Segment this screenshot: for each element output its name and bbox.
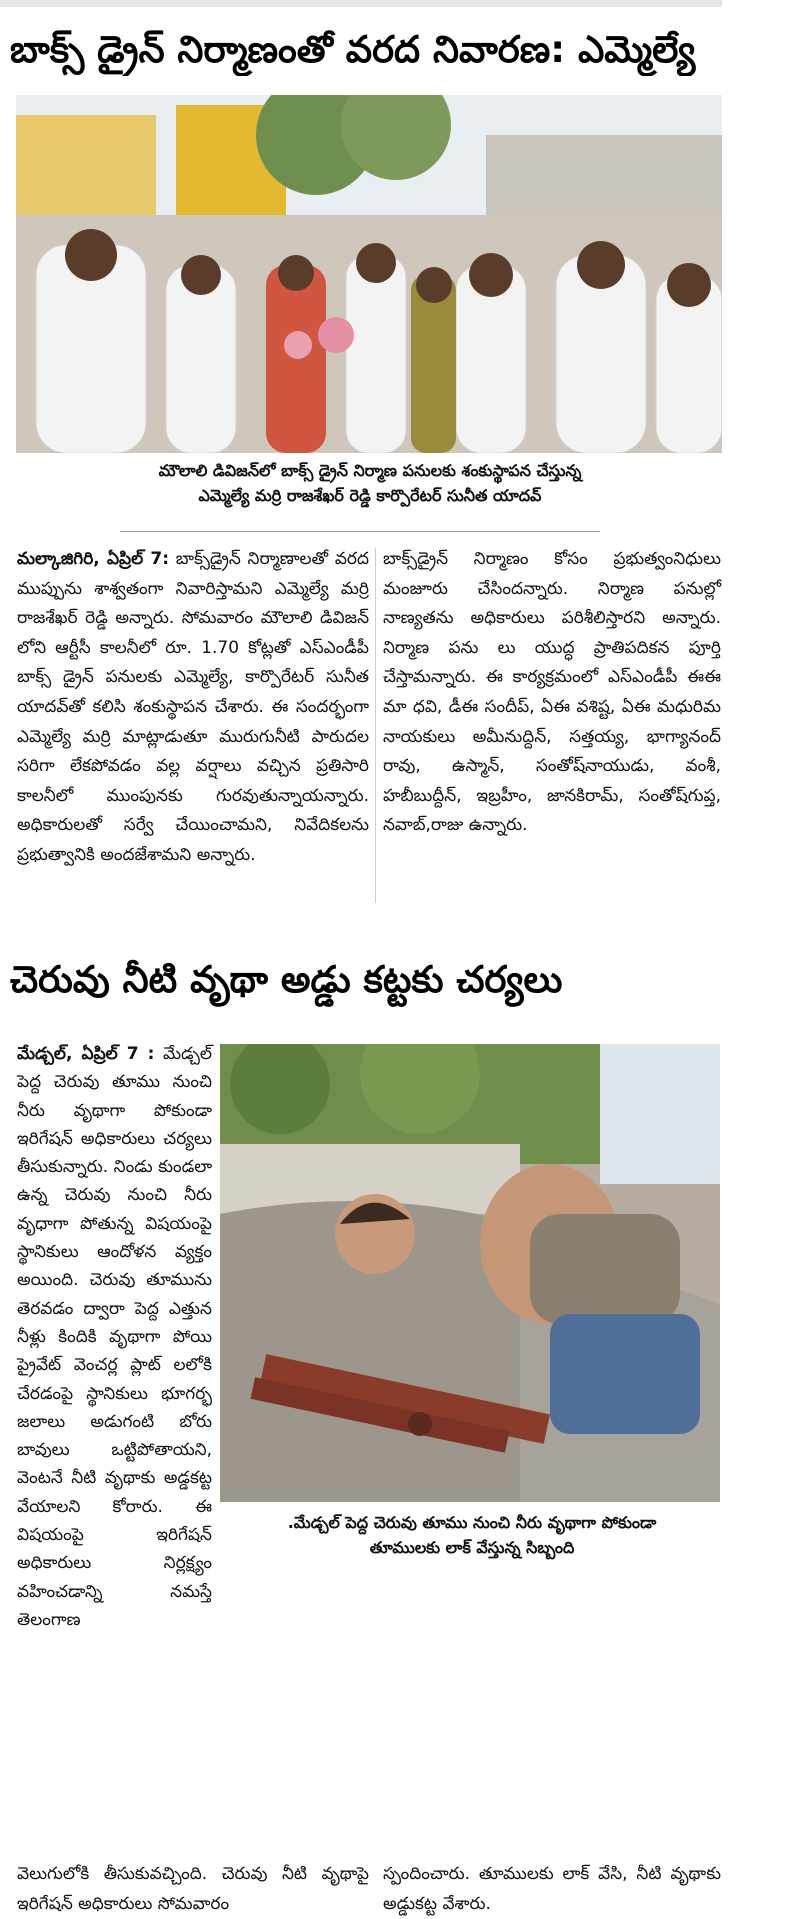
story1-caption-line2: ఎమ్మెల్యే మర్రి రాజశేఖర్ రెడ్డి కార్పొరేటర్ సునీత యాదవ్ — [198, 486, 542, 505]
story1-column-2 — [383, 545, 721, 841]
story1-dateline: మల్కాజిగిరి, ఏప్రిల్ 7: — [17, 549, 170, 569]
story2-bottom-right: స్పందించారు. తూములకు లాక్ వేసి, నీటి వృథాకు అడ్డుకట్ట వేశారు. — [383, 1864, 721, 1914]
story1-column-1 — [17, 545, 369, 871]
column-divider — [375, 548, 376, 903]
story1-body-col1: బాక్స్‌డ్రైన్ నిర్మాణాలతో వరద ముప్పును శాశ్వతంగా నివారిస్తామని ఎమ్మెల్యే మర్రి రాజశేఖర్ రెడ్డి అన్నారు. సోమవారం మౌలాలి డివిజన్ లోని ఆర్టీసీ కాలనీలో రూ. 1.70 కోట్లతో ఎస్ఎండీపీ బాక్స్ డ్రైన్ పనులకు ఎమ్మెల్యే, కార్పొరేటర్ సునీత యాదవ్‌తో కలిసి శంకుస్థాపన చేశారు. ఈ సందర్భంగా ఎమ్మెల్యే మర్రి మాట్లాడుతూ మురుగునీటి పారుదల సరిగా లేకపోవడం వల్ల వర్షాలు వచ్చిన ప్రతిసారి కాలనీలో ముంపునకు గురవుతున్నాయన్నారు. అధికారులతో సర్వే చేయించామని, నివేదికలను ప్రభుత్వానికి అందజేశామని అన్నారు. — [17, 549, 370, 865]
story2-column — [17, 1040, 212, 1634]
story2-caption-line1: .మేడ్చల్ పెద్ద చెరువు తూము నుంచి నీరు వృథాగా పోకుండా — [287, 1513, 657, 1532]
story1-photo — [16, 95, 722, 453]
story1-photo-caption — [60, 458, 680, 508]
story2-photo-caption — [222, 1510, 722, 1560]
story2-caption-line2: తూములకు లాక్ వేస్తున్న సిబ్బంది — [369, 1538, 575, 1557]
story2-headline: చెరువు నీటి వృథా అడ్డు కట్టకు చర్యలు — [10, 958, 563, 1001]
story1-headline: బాక్స్ డ్రైన్ నిర్మాణంతో వరద నివారణ: ఎమ్మెల్యే — [10, 28, 696, 71]
top-strip — [0, 0, 722, 7]
story2-body: మేడ్చల్ పెద్ద చెరువు తూము నుంచి నీరు వృథాగా పోకుండా ఇరిగేషన్ అధికారులు చర్యలు తీసుకున్నారు. నిండు కుండలా ఉన్న చెరువు నుంచి నీరు వృధాగా పోతున్న విషయంపై స్థానికులు ఆందోళన వ్యక్తం అయింది. చెరువు తూమును తెరవడం ద్వారా పెద్ద ఎత్తున నీళ్లు కిందికి వృథాగా పోయి ప్రైవేట్ వెంచర్ల ప్లాట్ లలోకి చేరడంపై స్థానికులు భూగర్భ జలాలు అడుగంటి బోరు బావులు ఒట్టిపోతాయని, వెంటనే నీటి వృథాకు అడ్డకట్ట వేయాలని కోరారు. ఈ విషయంపై ఇరిగేషన్ అధికారులు నిర్లక్ష్యం వహించడాన్ని నమస్తే తెలంగాణ — [17, 1044, 212, 1630]
caption-divider — [120, 531, 600, 532]
story1-caption-line1: మౌలాలి డివిజన్‌లో బాక్స్ డ్రైన్ నిర్మాణ పనులకు శంకుస్థాపన చేస్తున్న — [158, 461, 582, 480]
story2-photo — [220, 1044, 720, 1502]
story1-body-col2: బాక్స్‌డ్రైన్ నిర్మాణం కోసం ప్రభుత్వంనిధులు మంజూరు చేసిందన్నారు. నిర్మాణ పనుల్లో నాణ్యతను అధికారులు పరిశీలిస్తారని అన్నారు. నిర్మాణ పను లు యుద్ధ ప్రాతిపదికన పూర్తి చేస్తామన్నారు. ఈ కార్యక్రమంలో ఎస్ఎండీపీ ఈఈ మా ధవి, డీఈ సందీప్, ఏఈ వశిష్ట, ఏఈ మధురిమ నాయకులు అమీనుద్దిన్, సత్తయ్య, భాగ్యానంద్ రావు, ఉస్మాన్, సంతోష్‌నాయుడు, వంశీ, హబీబుద్దీన్, ఇబ్రహీం, జానకిరామ్, సంతోష్‌గుప్త, నవాబ్,రాజు ఉన్నారు. — [383, 549, 721, 836]
story2-bottom-left: వెలుగులోకి తీసుకువచ్చింది. చెరువు నీటి వృథాపై ఇరిగేషన్ అధికారులు సోమవారం — [17, 1864, 369, 1914]
story2-dateline: మేడ్చల్, ఏప్రిల్ 7 : — [17, 1044, 155, 1064]
